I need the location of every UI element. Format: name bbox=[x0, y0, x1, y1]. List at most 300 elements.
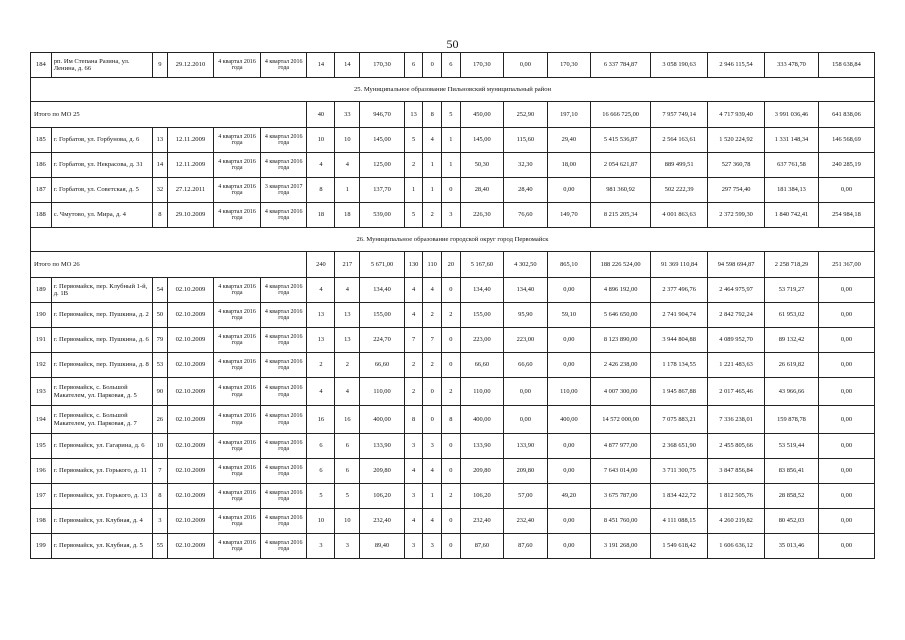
value-c9: 209,80 bbox=[360, 459, 405, 484]
value-c16: 7 643 014,00 bbox=[591, 459, 651, 484]
value-c19: 637 761,58 bbox=[765, 153, 819, 178]
value-c11: 1 bbox=[423, 484, 442, 509]
value-c16: 2 426 238,00 bbox=[591, 353, 651, 378]
value-c19: 28 858,52 bbox=[765, 484, 819, 509]
value-c16: 5 646 650,00 bbox=[591, 303, 651, 328]
value-c11: 2 bbox=[423, 303, 442, 328]
section-header-row bbox=[31, 78, 875, 102]
value-c18: 2 017 465,46 bbox=[708, 378, 765, 406]
planned-quarter: 4 квартал 2016 года bbox=[214, 53, 261, 78]
table-row bbox=[31, 459, 875, 484]
value-c12: 0 bbox=[442, 434, 461, 459]
date: 02.10.2009 bbox=[167, 459, 214, 484]
row-number: 193 bbox=[31, 378, 52, 406]
value-c14: 0,00 bbox=[504, 406, 547, 434]
value-c10: 6 bbox=[404, 53, 423, 78]
value-c15: 0,00 bbox=[547, 534, 590, 559]
value-c19: 181 384,13 bbox=[765, 178, 819, 203]
value-c16: 6 337 784,87 bbox=[591, 53, 651, 78]
value-c7: 6 bbox=[307, 434, 335, 459]
value-c10: 3 bbox=[404, 434, 423, 459]
value-c13: 66,60 bbox=[460, 353, 503, 378]
value-c11: 4 bbox=[423, 459, 442, 484]
value-c10: 4 bbox=[404, 278, 423, 303]
total-c11: 110 bbox=[423, 252, 442, 278]
planned-quarter: 4 квартал 2016 года bbox=[214, 328, 261, 353]
house-number: 7 bbox=[153, 459, 167, 484]
value-c14: 57,00 bbox=[504, 484, 547, 509]
house-number: 32 bbox=[153, 178, 167, 203]
date: 02.10.2009 bbox=[167, 278, 214, 303]
value-c17: 7 075 883,21 bbox=[651, 406, 708, 434]
planned-quarter: 4 квартал 2016 года bbox=[214, 303, 261, 328]
completion-quarter: 3 квартал 2017 года bbox=[260, 178, 307, 203]
table-row bbox=[31, 303, 875, 328]
section-header-row bbox=[31, 228, 875, 252]
total-c14: 252,90 bbox=[504, 102, 547, 128]
address: г. Первомайск, ул. Гагарина, д. 6 bbox=[51, 434, 152, 459]
value-c17: 2 377 496,76 bbox=[651, 278, 708, 303]
value-c8: 14 bbox=[335, 53, 360, 78]
total-c9: 5 671,00 bbox=[360, 252, 405, 278]
value-c11: 1 bbox=[423, 178, 442, 203]
completion-quarter: 4 квартал 2016 года bbox=[260, 53, 307, 78]
value-c16: 4 007 300,00 bbox=[591, 378, 651, 406]
value-c16: 8 451 760,00 bbox=[591, 509, 651, 534]
value-c20: 0,00 bbox=[818, 484, 874, 509]
value-c16: 5 415 536,87 bbox=[591, 128, 651, 153]
value-c8: 13 bbox=[335, 303, 360, 328]
value-c20: 0,00 bbox=[818, 303, 874, 328]
total-c15: 865,10 bbox=[547, 252, 590, 278]
completion-quarter: 4 квартал 2016 года bbox=[260, 534, 307, 559]
value-c12: 0 bbox=[442, 534, 461, 559]
row-number: 191 bbox=[31, 328, 52, 353]
value-c8: 4 bbox=[335, 153, 360, 178]
value-c19: 43 966,66 bbox=[765, 378, 819, 406]
date: 02.10.2009 bbox=[167, 378, 214, 406]
value-c14: 133,90 bbox=[504, 434, 547, 459]
page-number: 50 bbox=[446, 37, 459, 51]
value-c17: 1 549 618,42 bbox=[651, 534, 708, 559]
value-c18: 2 455 805,66 bbox=[708, 434, 765, 459]
completion-quarter: 4 квартал 2016 года bbox=[260, 203, 307, 228]
completion-quarter: 4 квартал 2016 года bbox=[260, 153, 307, 178]
value-c7: 13 bbox=[307, 303, 335, 328]
address: г. Первомайск, с. Большой Макателем, ул. Парковая, д. 5 bbox=[51, 378, 152, 406]
house-number: 9 bbox=[153, 53, 167, 78]
value-c18: 2 842 792,24 bbox=[708, 303, 765, 328]
value-c7: 4 bbox=[307, 278, 335, 303]
value-c10: 3 bbox=[404, 534, 423, 559]
value-c15: 110,00 bbox=[547, 378, 590, 406]
table-row bbox=[31, 434, 875, 459]
date: 27.12.2011 bbox=[167, 178, 214, 203]
value-c13: 223,00 bbox=[460, 328, 503, 353]
value-c17: 2 368 651,90 bbox=[651, 434, 708, 459]
value-c10: 5 bbox=[404, 203, 423, 228]
value-c12: 2 bbox=[442, 484, 461, 509]
value-c12: 0 bbox=[442, 459, 461, 484]
planned-quarter: 4 квартал 2016 года bbox=[214, 509, 261, 534]
value-c12: 6 bbox=[442, 53, 461, 78]
total-row bbox=[31, 102, 875, 128]
row-number: 186 bbox=[31, 153, 52, 178]
value-c12: 2 bbox=[442, 378, 461, 406]
value-c13: 155,00 bbox=[460, 303, 503, 328]
value-c9: 137,70 bbox=[360, 178, 405, 203]
date: 02.10.2009 bbox=[167, 353, 214, 378]
table-row bbox=[31, 406, 875, 434]
value-c10: 8 bbox=[404, 406, 423, 434]
value-c10: 1 bbox=[404, 178, 423, 203]
value-c12: 2 bbox=[442, 303, 461, 328]
value-c11: 4 bbox=[423, 128, 442, 153]
total-label: Итого по МО 25 bbox=[31, 102, 307, 128]
value-c9: 170,30 bbox=[360, 53, 405, 78]
house-number: 8 bbox=[153, 203, 167, 228]
row-number: 189 bbox=[31, 278, 52, 303]
planned-quarter: 4 квартал 2016 года bbox=[214, 378, 261, 406]
address: г. Первомайск, ул. Клубная, д. 5 bbox=[51, 534, 152, 559]
value-c20: 0,00 bbox=[818, 328, 874, 353]
value-c19: 159 878,78 bbox=[765, 406, 819, 434]
value-c20: 0,00 bbox=[818, 534, 874, 559]
value-c12: 0 bbox=[442, 353, 461, 378]
house-number: 14 bbox=[153, 153, 167, 178]
value-c12: 1 bbox=[442, 153, 461, 178]
value-c19: 26 619,82 bbox=[765, 353, 819, 378]
section-title: 25. Муниципальное образование Пильновский муниципальный район bbox=[31, 78, 875, 102]
row-number: 190 bbox=[31, 303, 52, 328]
value-c19: 53 719,27 bbox=[765, 278, 819, 303]
value-c10: 5 bbox=[404, 128, 423, 153]
value-c14: 134,40 bbox=[504, 278, 547, 303]
date: 02.10.2009 bbox=[167, 303, 214, 328]
total-c13: 5 167,60 bbox=[460, 252, 503, 278]
value-c13: 134,40 bbox=[460, 278, 503, 303]
value-c7: 8 bbox=[307, 178, 335, 203]
value-c19: 53 519,44 bbox=[765, 434, 819, 459]
value-c17: 1 178 134,55 bbox=[651, 353, 708, 378]
value-c17: 1 834 422,72 bbox=[651, 484, 708, 509]
value-c16: 3 675 787,00 bbox=[591, 484, 651, 509]
value-c14: 115,60 bbox=[504, 128, 547, 153]
house-number: 90 bbox=[153, 378, 167, 406]
house-number: 55 bbox=[153, 534, 167, 559]
value-c18: 2 946 115,54 bbox=[708, 53, 765, 78]
value-c9: 232,40 bbox=[360, 509, 405, 534]
value-c15: 0,00 bbox=[547, 353, 590, 378]
value-c16: 4 877 977,00 bbox=[591, 434, 651, 459]
value-c9: 145,00 bbox=[360, 128, 405, 153]
value-c11: 2 bbox=[423, 203, 442, 228]
value-c7: 2 bbox=[307, 353, 335, 378]
value-c17: 3 058 190,63 bbox=[651, 53, 708, 78]
value-c9: 66,60 bbox=[360, 353, 405, 378]
value-c15: 0,00 bbox=[547, 459, 590, 484]
house-number: 10 bbox=[153, 434, 167, 459]
total-c15: 197,10 bbox=[547, 102, 590, 128]
value-c14: 66,60 bbox=[504, 353, 547, 378]
value-c16: 3 191 268,00 bbox=[591, 534, 651, 559]
address: рп. Им Степана Разина, ул. Ленина, д. 66 bbox=[51, 53, 152, 78]
value-c14: 87,60 bbox=[504, 534, 547, 559]
total-c12: 5 bbox=[442, 102, 461, 128]
completion-quarter: 4 квартал 2016 года bbox=[260, 434, 307, 459]
address: г. Первомайск, пер. Клубный 1-й, д. 1В bbox=[51, 278, 152, 303]
table-row bbox=[31, 178, 875, 203]
row-number: 198 bbox=[31, 509, 52, 534]
table-row bbox=[31, 534, 875, 559]
address: г. Первомайск, ул. Клубная, д. 4 bbox=[51, 509, 152, 534]
planned-quarter: 4 квартал 2016 года bbox=[214, 459, 261, 484]
completion-quarter: 4 квартал 2016 года bbox=[260, 378, 307, 406]
value-c17: 2 741 904,74 bbox=[651, 303, 708, 328]
value-c15: 29,40 bbox=[547, 128, 590, 153]
total-c19: 2 258 718,29 bbox=[765, 252, 819, 278]
value-c19: 35 013,46 bbox=[765, 534, 819, 559]
section-title: 26. Муниципальное образование городской округ город Первомайск bbox=[31, 228, 875, 252]
value-c17: 4 111 088,15 bbox=[651, 509, 708, 534]
planned-quarter: 4 квартал 2016 года bbox=[214, 278, 261, 303]
value-c18: 7 336 238,01 bbox=[708, 406, 765, 434]
address: г. Первомайск, ул. Горького, д. 11 bbox=[51, 459, 152, 484]
address: с. Чмутово, ул. Мира, д. 4 bbox=[51, 203, 152, 228]
total-c7: 240 bbox=[307, 252, 335, 278]
planned-quarter: 4 квартал 2016 года bbox=[214, 153, 261, 178]
value-c7: 18 bbox=[307, 203, 335, 228]
value-c10: 4 bbox=[404, 509, 423, 534]
value-c9: 134,40 bbox=[360, 278, 405, 303]
row-number: 194 bbox=[31, 406, 52, 434]
value-c13: 209,80 bbox=[460, 459, 503, 484]
row-number: 195 bbox=[31, 434, 52, 459]
date: 29.12.2010 bbox=[167, 53, 214, 78]
date: 29.10.2009 bbox=[167, 203, 214, 228]
value-c8: 10 bbox=[335, 509, 360, 534]
total-label: Итого по МО 26 bbox=[31, 252, 307, 278]
value-c19: 1 840 742,41 bbox=[765, 203, 819, 228]
value-c20: 0,00 bbox=[818, 459, 874, 484]
total-c19: 3 991 036,46 bbox=[765, 102, 819, 128]
value-c19: 83 856,41 bbox=[765, 459, 819, 484]
house-number: 8 bbox=[153, 484, 167, 509]
value-c8: 16 bbox=[335, 406, 360, 434]
value-c19: 333 478,70 bbox=[765, 53, 819, 78]
value-c8: 5 bbox=[335, 484, 360, 509]
value-c19: 80 452,03 bbox=[765, 509, 819, 534]
value-c20: 0,00 bbox=[818, 353, 874, 378]
value-c17: 3 711 300,75 bbox=[651, 459, 708, 484]
value-c16: 981 360,92 bbox=[591, 178, 651, 203]
value-c15: 170,30 bbox=[547, 53, 590, 78]
value-c16: 8 123 890,00 bbox=[591, 328, 651, 353]
value-c10: 4 bbox=[404, 303, 423, 328]
value-c11: 2 bbox=[423, 353, 442, 378]
value-c13: 50,30 bbox=[460, 153, 503, 178]
value-c7: 6 bbox=[307, 459, 335, 484]
value-c11: 1 bbox=[423, 153, 442, 178]
value-c14: 95,90 bbox=[504, 303, 547, 328]
value-c11: 3 bbox=[423, 434, 442, 459]
value-c20: 158 638,84 bbox=[818, 53, 874, 78]
value-c12: 0 bbox=[442, 178, 461, 203]
value-c20: 0,00 bbox=[818, 406, 874, 434]
total-c14: 4 302,50 bbox=[504, 252, 547, 278]
total-c17: 7 957 749,14 bbox=[651, 102, 708, 128]
value-c11: 4 bbox=[423, 509, 442, 534]
value-c7: 13 bbox=[307, 328, 335, 353]
row-number: 184 bbox=[31, 53, 52, 78]
value-c18: 297 754,40 bbox=[708, 178, 765, 203]
address: г. Горбатов, ул. Горбунова, д. 6 bbox=[51, 128, 152, 153]
value-c8: 4 bbox=[335, 278, 360, 303]
value-c20: 0,00 bbox=[818, 434, 874, 459]
total-c8: 217 bbox=[335, 252, 360, 278]
value-c13: 170,30 bbox=[460, 53, 503, 78]
value-c13: 133,90 bbox=[460, 434, 503, 459]
value-c16: 2 054 621,87 bbox=[591, 153, 651, 178]
value-c9: 89,40 bbox=[360, 534, 405, 559]
value-c11: 0 bbox=[423, 378, 442, 406]
value-c18: 4 089 952,70 bbox=[708, 328, 765, 353]
table-row bbox=[31, 484, 875, 509]
value-c12: 3 bbox=[442, 203, 461, 228]
row-number: 187 bbox=[31, 178, 52, 203]
value-c7: 5 bbox=[307, 484, 335, 509]
value-c11: 3 bbox=[423, 534, 442, 559]
total-c20: 641 838,06 bbox=[818, 102, 874, 128]
row-number: 188 bbox=[31, 203, 52, 228]
value-c9: 110,00 bbox=[360, 378, 405, 406]
housing-program-table bbox=[30, 52, 875, 559]
value-c7: 14 bbox=[307, 53, 335, 78]
value-c9: 224,70 bbox=[360, 328, 405, 353]
address: г. Первомайск, пер. Пушкина, д. 6 bbox=[51, 328, 152, 353]
value-c20: 240 285,19 bbox=[818, 153, 874, 178]
value-c8: 6 bbox=[335, 459, 360, 484]
value-c17: 502 222,39 bbox=[651, 178, 708, 203]
value-c15: 49,20 bbox=[547, 484, 590, 509]
value-c15: 0,00 bbox=[547, 278, 590, 303]
value-c9: 155,00 bbox=[360, 303, 405, 328]
value-c10: 3 bbox=[404, 484, 423, 509]
total-c8: 33 bbox=[335, 102, 360, 128]
total-row bbox=[31, 252, 875, 278]
value-c17: 1 945 867,88 bbox=[651, 378, 708, 406]
value-c14: 0,00 bbox=[504, 53, 547, 78]
value-c15: 0,00 bbox=[547, 434, 590, 459]
total-c7: 40 bbox=[307, 102, 335, 128]
table-row bbox=[31, 378, 875, 406]
completion-quarter: 4 квартал 2016 года bbox=[260, 128, 307, 153]
total-c10: 130 bbox=[404, 252, 423, 278]
house-number: 13 bbox=[153, 128, 167, 153]
planned-quarter: 4 квартал 2016 года bbox=[214, 203, 261, 228]
value-c13: 28,40 bbox=[460, 178, 503, 203]
value-c16: 14 572 000,00 bbox=[591, 406, 651, 434]
row-number: 196 bbox=[31, 459, 52, 484]
value-c9: 539,00 bbox=[360, 203, 405, 228]
value-c11: 4 bbox=[423, 278, 442, 303]
date: 12.11.2009 bbox=[167, 128, 214, 153]
completion-quarter: 4 квартал 2016 года bbox=[260, 406, 307, 434]
total-c11: 8 bbox=[423, 102, 442, 128]
value-c13: 87,60 bbox=[460, 534, 503, 559]
value-c14: 32,30 bbox=[504, 153, 547, 178]
house-number: 3 bbox=[153, 509, 167, 534]
planned-quarter: 4 квартал 2016 года bbox=[214, 484, 261, 509]
value-c9: 133,90 bbox=[360, 434, 405, 459]
value-c20: 0,00 bbox=[818, 178, 874, 203]
value-c18: 3 847 856,84 bbox=[708, 459, 765, 484]
value-c20: 0,00 bbox=[818, 278, 874, 303]
value-c14: 223,00 bbox=[504, 328, 547, 353]
value-c11: 0 bbox=[423, 53, 442, 78]
total-c20: 251 367,00 bbox=[818, 252, 874, 278]
address: г. Горбатов, ул. Некрасова, д. 31 bbox=[51, 153, 152, 178]
date: 02.10.2009 bbox=[167, 509, 214, 534]
total-c10: 13 bbox=[404, 102, 423, 128]
value-c10: 4 bbox=[404, 459, 423, 484]
value-c13: 106,20 bbox=[460, 484, 503, 509]
value-c9: 106,20 bbox=[360, 484, 405, 509]
value-c11: 0 bbox=[423, 406, 442, 434]
address: г. Горбатов, ул. Советская, д. 5 bbox=[51, 178, 152, 203]
completion-quarter: 4 квартал 2016 года bbox=[260, 328, 307, 353]
value-c12: 0 bbox=[442, 278, 461, 303]
value-c17: 2 564 163,61 bbox=[651, 128, 708, 153]
row-number: 185 bbox=[31, 128, 52, 153]
total-c18: 4 717 939,40 bbox=[708, 102, 765, 128]
value-c18: 1 606 636,12 bbox=[708, 534, 765, 559]
house-number: 53 bbox=[153, 353, 167, 378]
date: 02.10.2009 bbox=[167, 484, 214, 509]
total-c9: 946,70 bbox=[360, 102, 405, 128]
value-c18: 4 260 219,82 bbox=[708, 509, 765, 534]
value-c12: 0 bbox=[442, 328, 461, 353]
value-c12: 8 bbox=[442, 406, 461, 434]
value-c9: 125,00 bbox=[360, 153, 405, 178]
house-number: 54 bbox=[153, 278, 167, 303]
table-row bbox=[31, 278, 875, 303]
value-c20: 146 568,69 bbox=[818, 128, 874, 153]
planned-quarter: 4 квартал 2016 года bbox=[214, 353, 261, 378]
value-c15: 0,00 bbox=[547, 178, 590, 203]
value-c19: 89 132,42 bbox=[765, 328, 819, 353]
value-c15: 59,10 bbox=[547, 303, 590, 328]
completion-quarter: 4 квартал 2016 года bbox=[260, 353, 307, 378]
planned-quarter: 4 квартал 2016 года bbox=[214, 406, 261, 434]
value-c18: 2 372 599,30 bbox=[708, 203, 765, 228]
total-c13: 450,00 bbox=[460, 102, 503, 128]
completion-quarter: 4 квартал 2016 года bbox=[260, 303, 307, 328]
value-c18: 1 520 224,92 bbox=[708, 128, 765, 153]
value-c13: 226,30 bbox=[460, 203, 503, 228]
value-c8: 2 bbox=[335, 353, 360, 378]
value-c18: 1 221 483,63 bbox=[708, 353, 765, 378]
value-c16: 8 215 205,34 bbox=[591, 203, 651, 228]
total-c16: 16 666 725,00 bbox=[591, 102, 651, 128]
value-c15: 0,00 bbox=[547, 509, 590, 534]
value-c20: 254 984,18 bbox=[818, 203, 874, 228]
date: 02.10.2009 bbox=[167, 434, 214, 459]
planned-quarter: 4 квартал 2016 года bbox=[214, 534, 261, 559]
value-c7: 3 bbox=[307, 534, 335, 559]
value-c20: 0,00 bbox=[818, 509, 874, 534]
table-row bbox=[31, 509, 875, 534]
